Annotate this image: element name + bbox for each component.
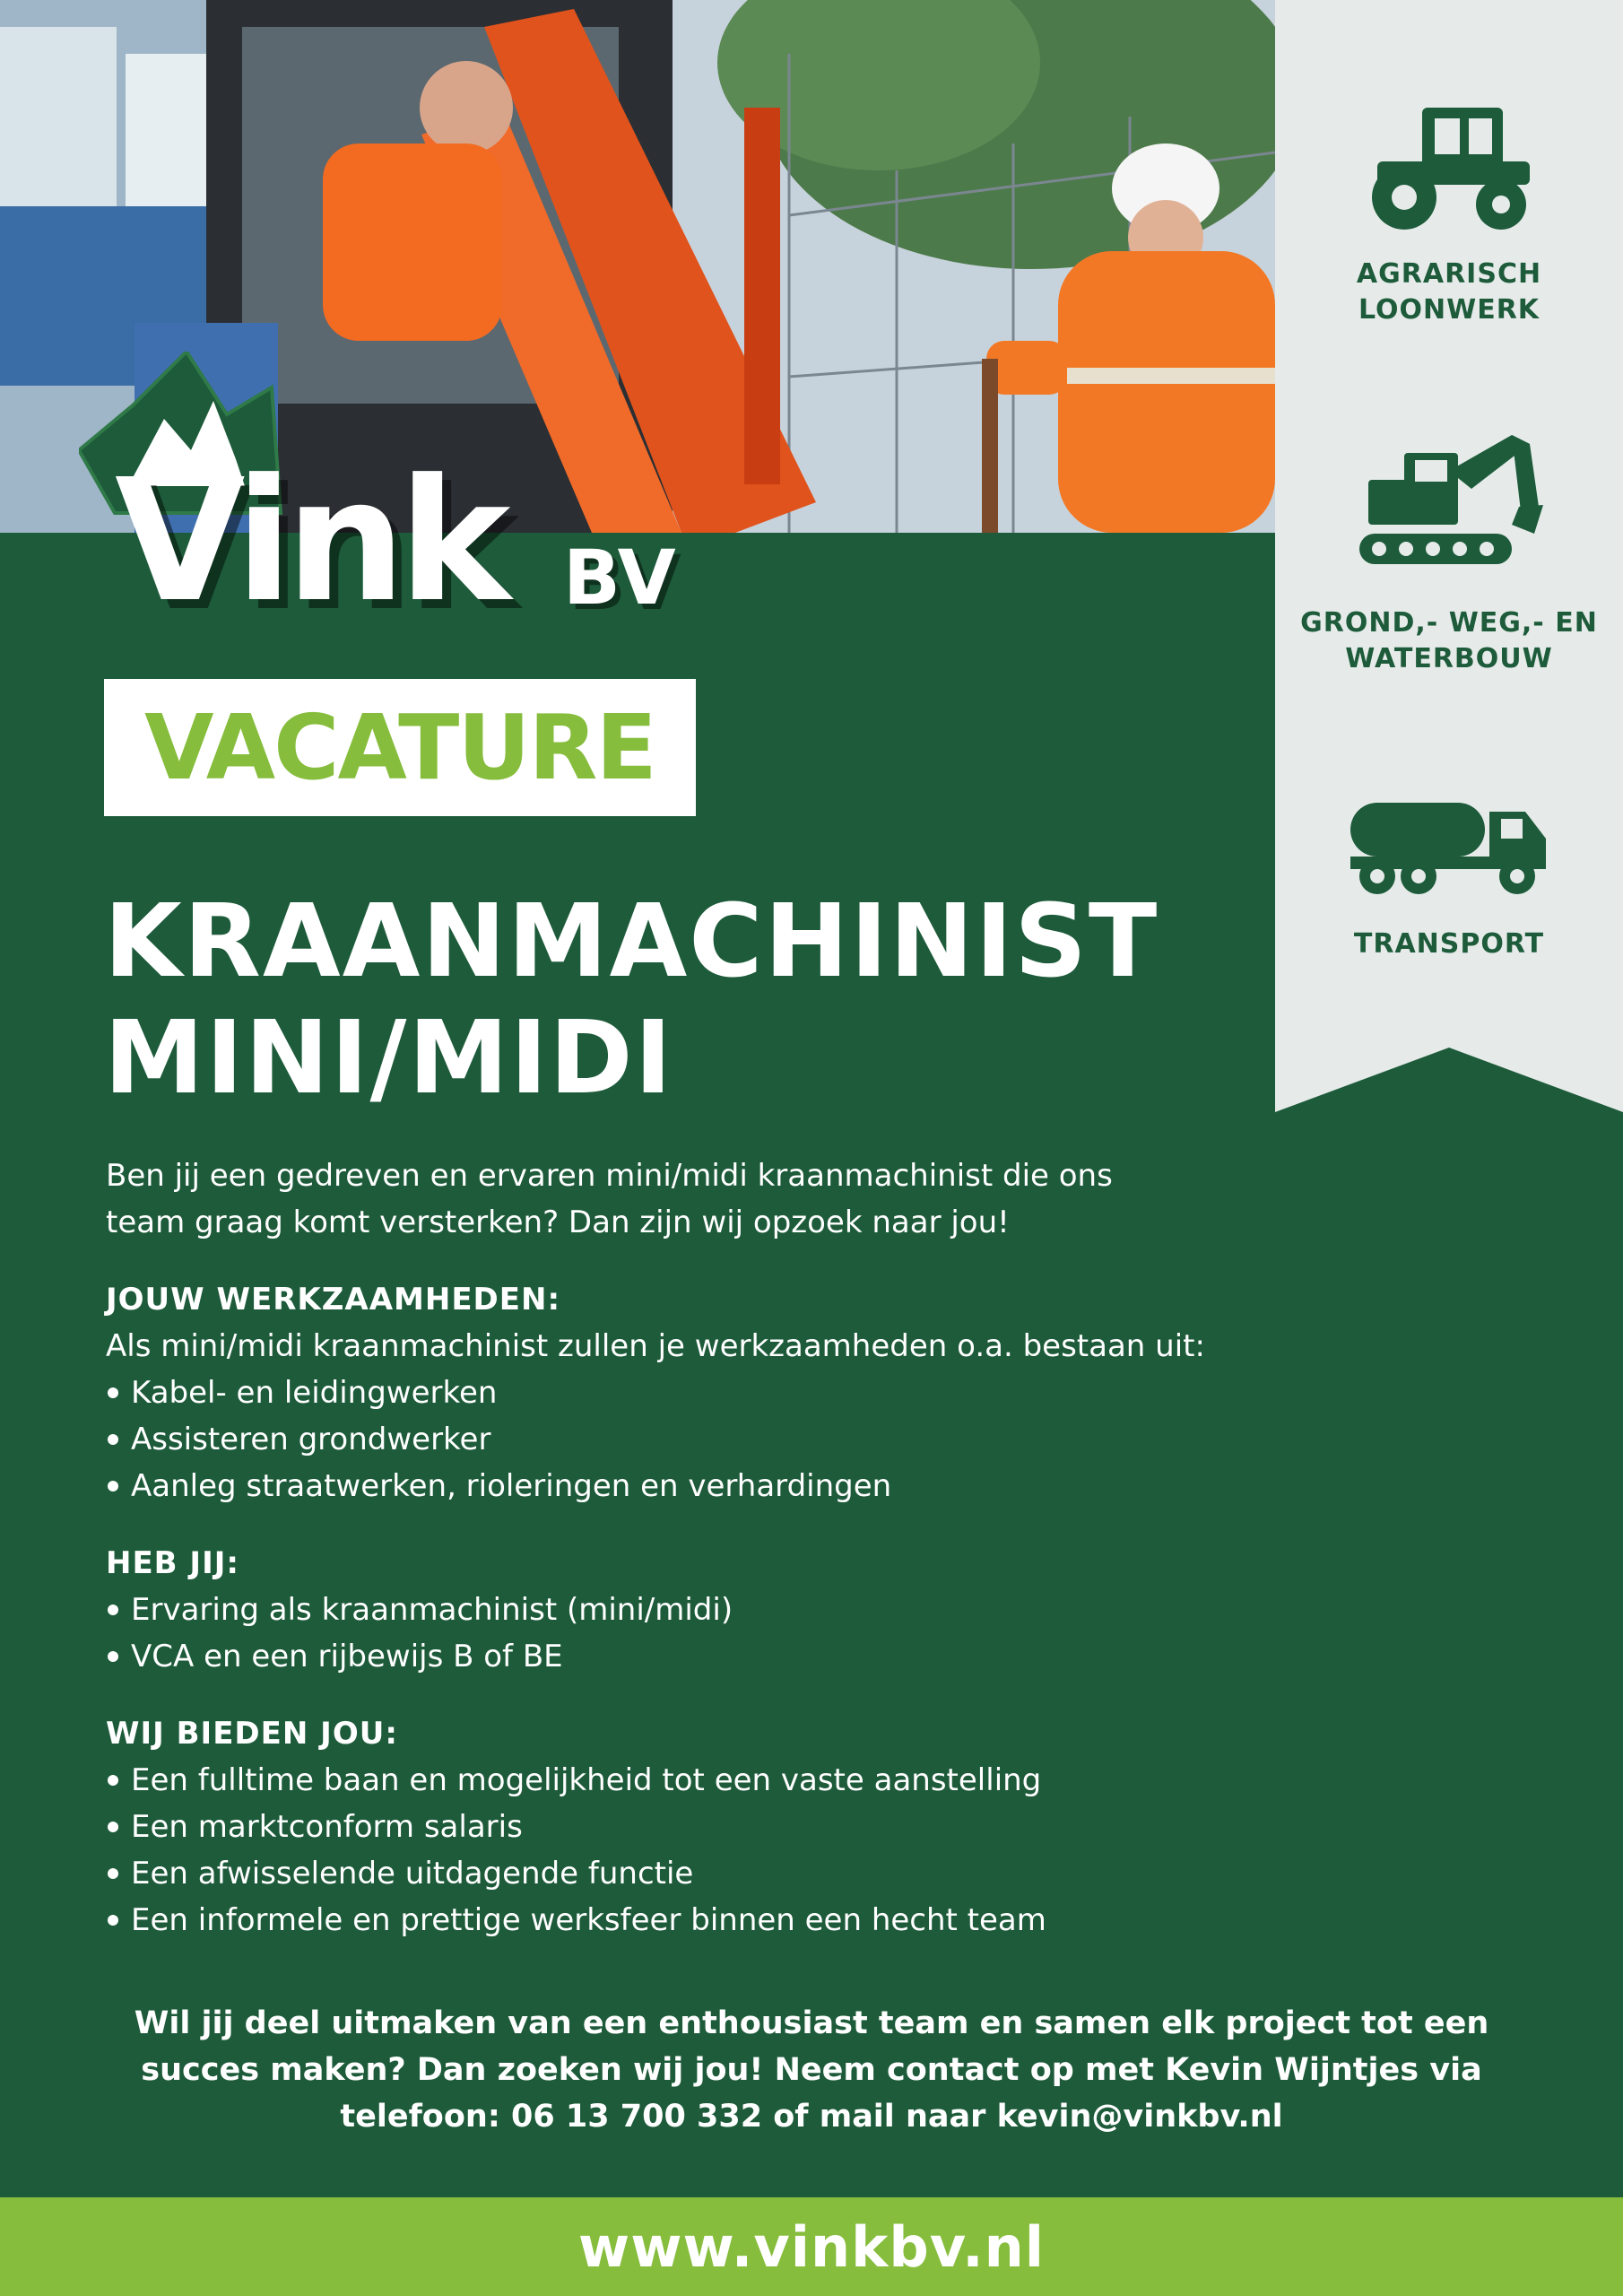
job-title-line-2: MINI/MIDI [104, 1000, 674, 1117]
tanker-truck-icon [1341, 794, 1557, 901]
requirements-heading: HEB JIJ: [106, 1545, 239, 1581]
list-item: Een informele en prettige werksfeer binnen een hecht team [106, 1897, 1271, 1944]
list-item: Een fulltime baan en mogelijkheid tot een vaste aanstelling [106, 1757, 1271, 1804]
list-item: Een marktconform salaris [106, 1804, 1271, 1850]
list-item: Kabel- en leidingwerken [106, 1370, 1271, 1416]
service-transport [1275, 794, 1623, 962]
service-label: AGRARISCH LOONWERK [1356, 258, 1542, 326]
requirements-list [106, 1587, 1271, 1680]
list-item: VCA en een rijbewijs B of BE [106, 1633, 1271, 1680]
job-title [104, 883, 1252, 1117]
cta-line-2: succes maken? Dan zoeken wij jou! Neem contact op met Kevin Wijntjes via [141, 2052, 1482, 2088]
intro-line-2: team graag komt versterken? Dan zijn wij opzoek naar jou! [106, 1205, 1010, 1240]
website-link[interactable]: www.vinkbv.nl [577, 2213, 1046, 2280]
vacature-label: VACATURE [144, 695, 655, 800]
tractor-icon [1359, 99, 1539, 233]
logo-wordmark: Vink [115, 443, 504, 639]
list-item: Een afwisselende uitdagende functie [106, 1850, 1271, 1897]
footer-bar [0, 2197, 1623, 2296]
intro-line-1: Ben jij een gedreven en ervaren mini/midi kraanmachinist die ons [106, 1158, 1113, 1194]
offer-heading: WIJ BIEDEN JOU: [106, 1716, 398, 1752]
duties-lead: Als mini/midi kraanmachinist zullen je werkzaamheden o.a. bestaan uit: [106, 1328, 1205, 1364]
cta-line-3: telefoon: 06 13 700 332 of mail naar kevin@vinkbv.nl [340, 2099, 1283, 2135]
excavator-icon [1350, 426, 1548, 570]
cta-line-1: Wil jij deel uitmaken van een enthousiast team en samen elk project tot een [134, 2005, 1489, 2041]
logo-suffix: BV [563, 534, 676, 622]
list-item: Aanleg straatwerken, rioleringen en verhardingen [106, 1463, 1271, 1509]
vacature-badge [104, 679, 696, 816]
job-description [106, 1152, 1271, 1944]
duties-list [106, 1370, 1271, 1509]
services-ribbon [1275, 0, 1623, 1112]
vink-logo [79, 352, 725, 639]
service-grondwerk [1275, 426, 1623, 677]
service-label: TRANSPORT [1353, 928, 1545, 960]
list-item: Ervaring als kraanmachinist (mini/midi) [106, 1587, 1271, 1633]
service-agrarisch [1275, 99, 1623, 328]
duties-heading: JOUW WERKZAAMHEDEN: [106, 1282, 561, 1318]
service-label: GROND,- WEG,- EN WATERBOUW [1300, 607, 1598, 674]
call-to-action [108, 2000, 1515, 2140]
job-title-line-1: KRAANMACHINIST [104, 883, 1159, 1000]
offer-list [106, 1757, 1271, 1944]
list-item: Assisteren grondwerker [106, 1416, 1271, 1463]
